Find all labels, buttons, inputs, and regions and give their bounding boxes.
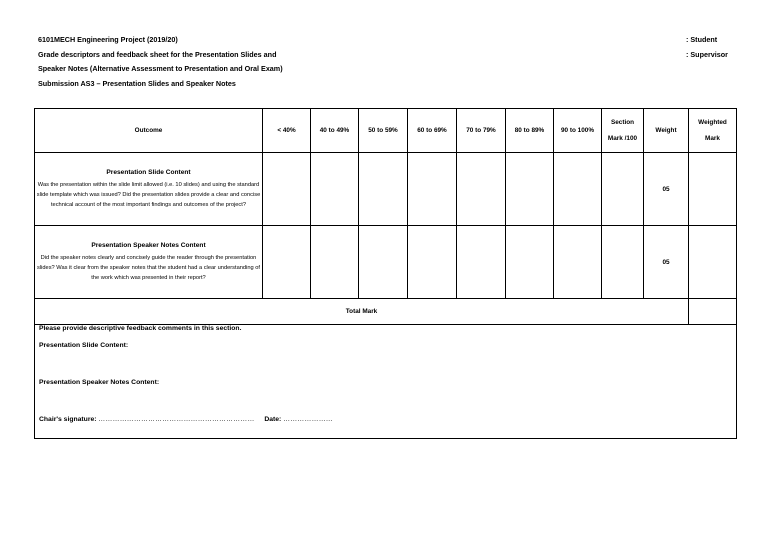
date-label: Date:: [264, 416, 282, 423]
section-mark-header-line2: Mark /100: [607, 134, 638, 142]
total-mark-label: Total Mark: [35, 299, 689, 325]
weight-value: 05: [644, 226, 689, 299]
slide-content-feedback-label: Presentation Slide Content:: [39, 342, 129, 349]
feedback-instruction: Please provide descriptive feedback comments in this section.: [39, 325, 242, 332]
band-header-50-59: 50 to 59%: [359, 109, 408, 153]
weight-header: Weight: [644, 109, 689, 153]
mark-cell[interactable]: [311, 226, 359, 299]
speaker-notes-feedback-label: Presentation Speaker Notes Content:: [39, 379, 160, 386]
mark-cell[interactable]: [457, 226, 506, 299]
outcome-description: Was the presentation within the slide limit allowed (i.e. 10 slides) and using the standard slide template which was issued? Did the presentation slides provide a clear and concise technical account of the most important findings and outcomes of the project?: [36, 182, 261, 208]
mark-cell[interactable]: [457, 153, 506, 226]
mark-cell[interactable]: [506, 226, 554, 299]
section-mark-header-line1: Section: [610, 118, 635, 126]
document-header: [38, 33, 283, 91]
section-mark-cell[interactable]: [602, 153, 644, 226]
mark-cell[interactable]: [263, 226, 311, 299]
date-field[interactable]: …………………: [283, 416, 333, 423]
student-field-label: : Student: [686, 35, 718, 44]
band-header-60-69: 60 to 69%: [408, 109, 457, 153]
table-header-row: [35, 109, 737, 153]
band-header-40-49: 40 to 49%: [311, 109, 359, 153]
table-row: [35, 153, 737, 226]
band-header-70-79: 70 to 79%: [457, 109, 506, 153]
mark-cell[interactable]: [506, 153, 554, 226]
sheet-title-line-2: Speaker Notes (Alternative Assessment to Presentation and Oral Exam): [38, 64, 283, 73]
module-title: 6101MECH Engineering Project (2019/20): [38, 35, 178, 44]
mark-cell[interactable]: [359, 226, 408, 299]
outcome-cell: [35, 153, 263, 226]
weighted-mark-header-line1: Weighted: [698, 118, 727, 126]
supervisor-field-label: : Supervisor: [686, 49, 728, 59]
band-header-80-89: 80 to 89%: [506, 109, 554, 153]
chair-signature-label: Chair's signature:: [39, 416, 97, 423]
signature-line: [39, 416, 333, 423]
outcome-title: Presentation Speaker Notes Content: [91, 242, 206, 249]
band-header-below-40: < 40%: [263, 109, 311, 153]
band-header-90-100: 90 to 100%: [554, 109, 602, 153]
outcome-title: Presentation Slide Content: [106, 169, 191, 176]
mark-cell[interactable]: [554, 153, 602, 226]
section-mark-cell[interactable]: [602, 226, 644, 299]
mark-cell[interactable]: [408, 153, 457, 226]
mark-cell[interactable]: [359, 153, 408, 226]
outcome-description: Did the speaker notes clearly and concisely guide the reader through the presentation slides? Was it clear from the speaker notes that the student had a clear understanding of the work which was presented in their report?: [37, 255, 260, 281]
outcome-header: Outcome: [35, 109, 263, 153]
mark-cell[interactable]: [311, 153, 359, 226]
sheet-title-line-1: Grade descriptors and feedback sheet for the Presentation Slides and: [38, 49, 277, 59]
outcome-cell: [35, 226, 263, 299]
submission-title: Submission AS3 – Presentation Slides and Speaker Notes: [38, 78, 236, 88]
chair-signature-field[interactable]: …………………………………………………………: [98, 416, 255, 423]
weighted-mark-header: [689, 109, 737, 153]
grade-table: [34, 108, 737, 325]
weighted-mark-cell[interactable]: [689, 153, 737, 226]
mark-cell[interactable]: [408, 226, 457, 299]
section-mark-header: [602, 109, 644, 153]
table-row: [35, 226, 737, 299]
mark-cell[interactable]: [554, 226, 602, 299]
weight-value: 05: [644, 153, 689, 226]
weighted-mark-header-line2: Mark: [705, 134, 720, 142]
feedback-section: [34, 321, 737, 439]
header-fields: [686, 33, 728, 62]
weighted-mark-cell[interactable]: [689, 226, 737, 299]
mark-cell[interactable]: [263, 153, 311, 226]
